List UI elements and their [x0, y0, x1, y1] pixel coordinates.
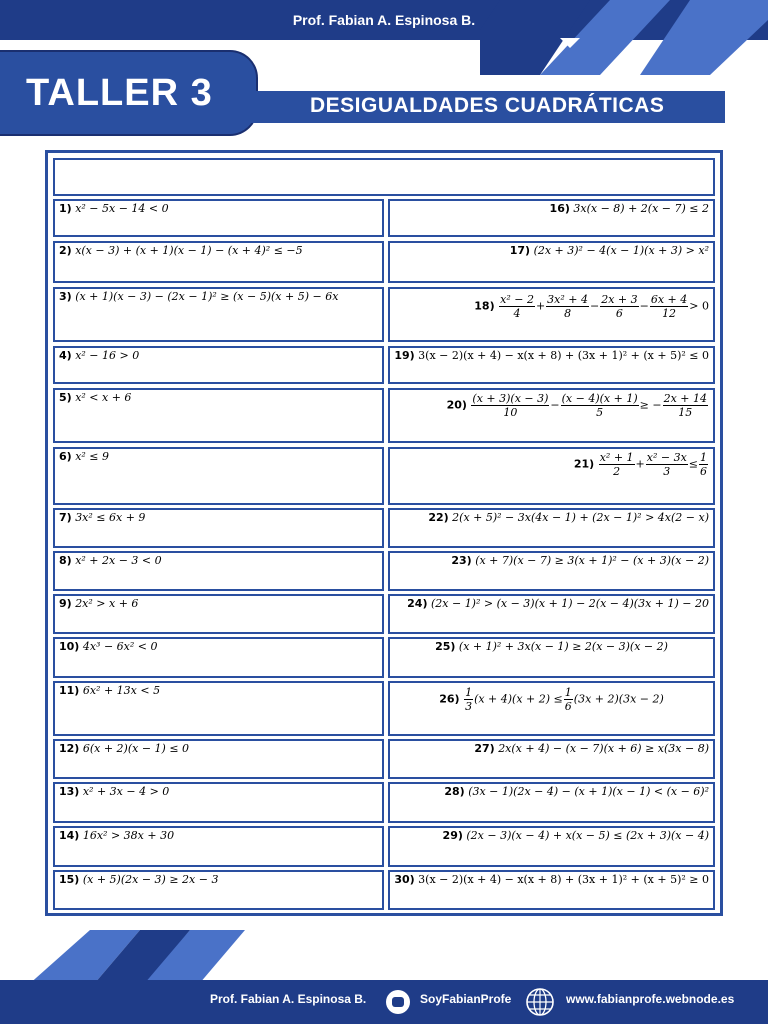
exercise-number: 1): [59, 202, 72, 215]
fraction: [699, 451, 708, 478]
numerator: x² − 2: [500, 293, 534, 306]
exercise-20: [388, 388, 715, 443]
exercise-27: [388, 739, 715, 779]
expression-middle: (x + 4)(x + 2) ≤: [474, 692, 563, 706]
exercise-text: (2x − 1)² > (x − 3)(x + 1) − 2(x − 4)(3x + 1) − 20: [430, 597, 709, 610]
exercise-text: (x + 1)² + 3x(x − 1) ≥ 2(x − 3)(x − 2): [458, 640, 668, 653]
exercise-number: 26): [439, 692, 460, 706]
exercise-text: 3(x − 2)(x + 4) − x(x + 8) + (3x + 1)² + (x + 5)² ≤ 0: [418, 349, 709, 362]
exercise-number: 2): [59, 244, 72, 257]
numerator: 6x + 4: [650, 293, 688, 306]
exercise-text: x² + 2x − 3 < 0: [75, 554, 162, 567]
fraction: [546, 293, 589, 320]
fraction: [464, 686, 473, 713]
exercise-sheet: [45, 150, 723, 916]
operator: −: [590, 299, 600, 313]
operator: ≤: [688, 457, 698, 471]
operator: −: [639, 299, 649, 313]
fraction: [564, 686, 573, 713]
exercise-number: 10): [59, 640, 80, 653]
exercise-number: 16): [549, 202, 570, 215]
exercise-text: x² < x + 6: [75, 391, 132, 404]
operator: ≥ −: [639, 398, 662, 412]
numerator: 2x + 3: [601, 293, 638, 306]
numerator: (x − 4)(x + 1): [561, 392, 638, 405]
exercise-number: 19): [394, 349, 415, 362]
exercise-number: 20): [446, 398, 467, 412]
exercise-number: 12): [59, 742, 80, 755]
exercise-21: [388, 447, 715, 505]
exercise-text: 3x² ≤ 6x + 9: [75, 511, 146, 524]
exercise-text: (x + 7)(x − 7) ≥ 3(x + 1)² − (x + 3)(x − 2): [475, 554, 709, 567]
youtube-icon[interactable]: [386, 990, 410, 1014]
exercise-16: [388, 199, 715, 237]
denominator: 2: [613, 465, 621, 478]
exercise-number: 17): [509, 244, 531, 257]
exercise-3: [53, 287, 384, 342]
exercise-number: 11): [59, 684, 80, 697]
exercise-number: 24): [407, 597, 428, 610]
numerator: 1: [564, 686, 572, 699]
operator: −: [550, 398, 560, 412]
workshop-title: TALLER 3: [26, 72, 213, 114]
exercise-19: [388, 346, 715, 384]
exercise-2: [53, 241, 384, 283]
denominator: 3: [465, 700, 473, 713]
numerator: 3x² + 4: [547, 293, 588, 306]
expression-tail: (3x + 2)(3x − 2): [573, 692, 664, 706]
exercise-number: 25): [435, 640, 456, 653]
exercise-5: [53, 388, 384, 443]
denominator: 6: [615, 307, 623, 320]
exercise-text: 3(x − 2)(x + 4) − x(x + 8) + (3x + 1)² + (x + 5)² ≥ 0: [418, 873, 709, 886]
denominator: 10: [503, 406, 518, 419]
exercise-1: [53, 199, 384, 237]
exercise-9: [53, 594, 384, 634]
numerator: (x + 3)(x − 3): [472, 392, 549, 405]
exercise-number: 22): [428, 511, 449, 524]
exercise-text: x(x − 3) + (x + 1)(x − 1) − (x + 4)² ≤ −5: [75, 244, 303, 257]
exercise-28: [388, 782, 715, 823]
exercise-text: x² − 16 > 0: [75, 349, 140, 362]
fraction: [663, 392, 708, 419]
exercise-text: 6(x + 2)(x − 1) ≤ 0: [82, 742, 190, 755]
exercise-8: [53, 551, 384, 591]
exercise-number: 6): [59, 450, 72, 463]
exercise-12: [53, 739, 384, 779]
numerator: 1: [700, 451, 707, 464]
numerator: x² − 3x: [646, 451, 687, 464]
exercise-18: [388, 287, 715, 342]
denominator: 3: [663, 465, 671, 478]
exercise-number: 30): [394, 873, 415, 886]
exercise-text: x² − 5x − 14 < 0: [75, 202, 169, 215]
fraction: [600, 293, 638, 320]
exercise-number: 4): [59, 349, 72, 362]
inequality-rhs: > 0: [689, 299, 709, 313]
exercise-text: 4x³ − 6x² < 0: [82, 640, 158, 653]
exercise-number: 29): [442, 829, 463, 842]
denominator: 12: [662, 307, 677, 320]
exercise-number: 7): [59, 511, 72, 524]
exercise-29: [388, 826, 715, 867]
exercise-text: (2x − 3)(x − 4) + x(x − 5) ≤ (2x + 3)(x − 4): [466, 829, 709, 842]
footer-website-link[interactable]: www.fabianprofe.webnode.es: [566, 992, 735, 1006]
exercise-24: [388, 594, 715, 634]
exercise-text: x² + 3x − 4 > 0: [82, 785, 170, 798]
fraction: [650, 293, 688, 320]
exercise-26: [388, 681, 715, 736]
exercise-text: 2(x + 5)² − 3x(4x − 1) + (2x − 1)² > 4x(2 − x): [452, 511, 709, 524]
sheet-header-box: [53, 158, 715, 196]
decorative-stripes-top: [480, 0, 768, 80]
header-author: Prof. Fabian A. Espinosa B.: [292, 12, 476, 28]
denominator: 15: [678, 406, 693, 419]
exercise-25: [388, 637, 715, 678]
exercise-15: [53, 870, 384, 910]
denominator: 5: [596, 406, 604, 419]
fraction: [561, 392, 639, 419]
exercise-text: 3x(x − 8) + 2(x − 7) ≤ 2: [573, 202, 709, 215]
exercise-6: [53, 447, 384, 505]
exercise-number: 14): [59, 829, 80, 842]
numerator: 1: [465, 686, 473, 699]
fraction: [471, 392, 549, 419]
topic-title: DESIGUALDADES CUADRÁTICAS: [310, 94, 665, 117]
footer-author: Prof. Fabian A. Espinosa B.: [210, 992, 367, 1006]
exercise-13: [53, 782, 384, 823]
exercise-30: [388, 870, 715, 910]
fraction: [599, 451, 635, 478]
exercise-14: [53, 826, 384, 867]
fraction: [499, 293, 535, 320]
exercise-10: [53, 637, 384, 678]
exercise-number: 9): [59, 597, 72, 610]
fraction: [646, 451, 688, 478]
exercise-22: [388, 508, 715, 548]
topic-banner: [250, 91, 725, 123]
exercise-text: 16x² > 38x + 30: [82, 829, 175, 842]
numerator: 2x + 14: [663, 392, 707, 405]
denominator: 6: [700, 465, 707, 478]
exercise-number: 3): [59, 290, 72, 303]
exercise-text: 2x² > x + 6: [75, 597, 139, 610]
exercise-text: x² ≤ 9: [75, 450, 110, 463]
exercise-text: (x + 1)(x − 3) − (2x − 1)² ≥ (x − 5)(x + 5) − 6x: [75, 290, 339, 303]
exercise-text: 2x(x + 4) − (x − 7)(x + 6) ≥ x(3x − 8): [498, 742, 709, 755]
exercise-4: [53, 346, 384, 384]
exercise-number: 27): [474, 742, 495, 755]
exercise-number: 23): [451, 554, 472, 567]
operator: +: [635, 457, 645, 471]
exercise-number: 18): [474, 299, 495, 313]
exercise-number: 5): [59, 391, 72, 404]
numerator: x² + 1: [599, 451, 634, 464]
exercise-7: [53, 508, 384, 548]
exercise-number: 28): [444, 785, 465, 798]
denominator: 6: [564, 700, 572, 713]
exercise-23: [388, 551, 715, 591]
exercise-number: 13): [59, 785, 80, 798]
exercise-17: [388, 241, 715, 283]
exercise-text: 6x² + 13x < 5: [82, 684, 161, 697]
footer-channel[interactable]: SoyFabianProfe: [420, 992, 512, 1006]
globe-icon[interactable]: [524, 986, 556, 1018]
exercise-number: 21): [573, 457, 595, 471]
exercise-text: (x + 5)(2x − 3) ≥ 2x − 3: [82, 873, 219, 886]
exercise-number: 15): [59, 873, 80, 886]
exercise-text: (3x − 1)(2x − 4) − (x + 1)(x − 1) < (x − 6)²: [468, 785, 709, 798]
exercise-11: [53, 681, 384, 736]
exercise-number: 8): [59, 554, 72, 567]
exercise-text: (2x + 3)² − 4(x − 1)(x + 3) > x²: [533, 244, 709, 257]
denominator: 8: [564, 307, 572, 320]
workshop-title-tab: [0, 50, 258, 136]
denominator: 4: [513, 307, 521, 320]
operator: +: [535, 299, 546, 313]
